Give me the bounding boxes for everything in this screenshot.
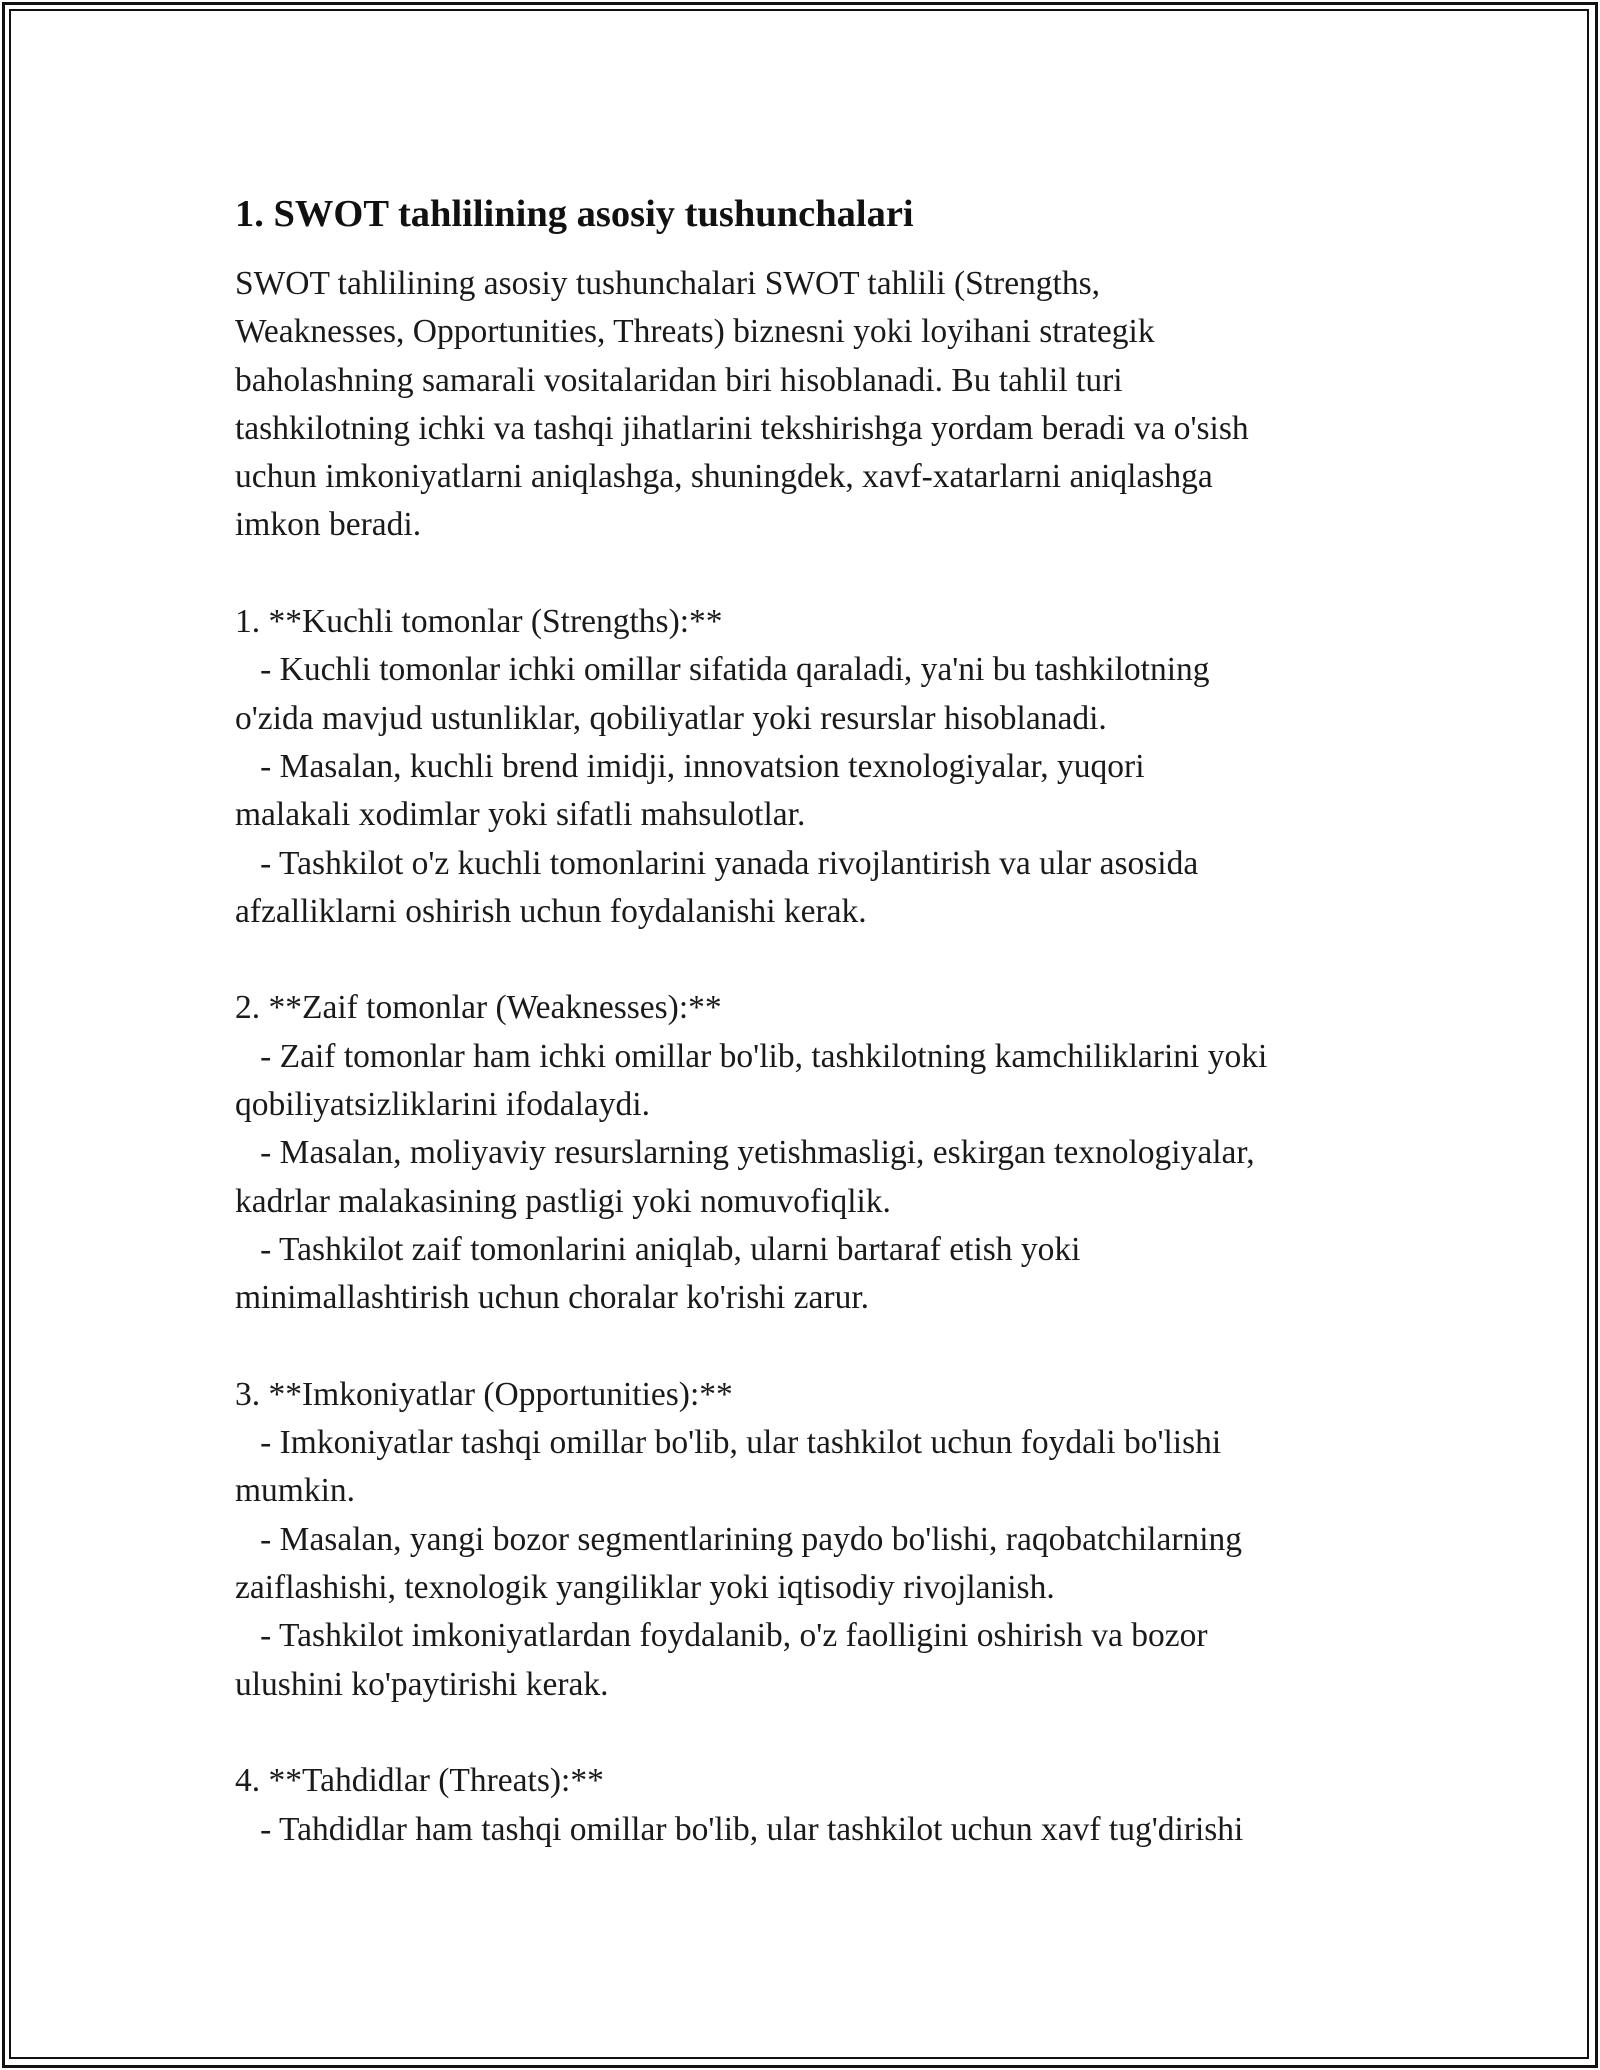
- text-line: tashkilotning ichki va tashqi jihatlarini tekshirishga yordam beradi va o'sish: [235, 409, 1249, 447]
- text-line: - Zaif tomonlar ham ichki omillar bo'lib, tashkilotning kamchiliklarini yoki: [235, 1037, 1268, 1075]
- text-line: 1. **Kuchli tomonlar (Strengths):**: [235, 603, 723, 641]
- text-line: 3. **Imkoniyatlar (Opportunities):**: [235, 1375, 733, 1413]
- document-content: [235, 188, 1385, 1854]
- text-line: kadrlar malakasining pastligi yoki nomuvofiqlik.: [235, 1182, 891, 1220]
- text-line: Weaknesses, Opportunities, Threats) biznesni yoki loyihani strategik: [235, 313, 1155, 351]
- text-line: [235, 1709, 1385, 1757]
- text-line: - Kuchli tomonlar ichki omillar sifatida qaraladi, ya'ni bu tashkilotning: [235, 651, 1210, 689]
- text-line: - Tahdidlar ham tashqi omillar bo'lib, ular tashkilot uchun xavf tug'dirishi: [235, 1810, 1244, 1848]
- text-line: qobiliyatsizliklarini ifodalaydi.: [235, 1086, 650, 1124]
- text-line: [235, 1323, 1385, 1371]
- text-line: [235, 550, 1385, 598]
- text-line: - Tashkilot o'z kuchli tomonlarini yanada rivojlantirish va ular asosida: [235, 844, 1199, 882]
- text-line: - Tashkilot zaif tomonlarini aniqlab, ularni bartaraf etish yoki: [235, 1230, 1081, 1268]
- text-line: imkon beradi.: [235, 506, 422, 544]
- text-line: baholashning samarali vositalaridan biri hisoblanadi. Bu tahlil turi: [235, 361, 1123, 399]
- text-line: SWOT tahlilining asosiy tushunchalari SWOT tahlili (Strengths,: [235, 265, 1101, 302]
- text-line: minimallashtirish uchun choralar ko'rishi zarur.: [235, 1279, 869, 1317]
- document-body: [235, 260, 1385, 1854]
- text-line: 2. **Zaif tomonlar (Weaknesses):**: [235, 989, 722, 1027]
- text-line: mumkin.: [235, 1472, 356, 1510]
- text-line: o'zida mavjud ustunliklar, qobiliyatlar yoki resurslar hisoblanadi.: [235, 699, 1107, 737]
- text-line: - Masalan, kuchli brend imidji, innovatsion texnologiyalar, yuqori: [235, 747, 1145, 785]
- text-line: - Masalan, moliyaviy resurslarning yetishmasligi, eskirgan texnologiyalar,: [235, 1134, 1255, 1172]
- section-heading: 1. SWOT tahlilining asosiy tushunchalari: [235, 193, 914, 235]
- text-line: afzalliklarni oshirish uchun foydalanishi kerak.: [235, 892, 867, 930]
- text-line: [235, 936, 1385, 984]
- text-line: - Imkoniyatlar tashqi omillar bo'lib, ular tashkilot uchun foydali bo'lishi: [235, 1424, 1222, 1462]
- text-line: zaiflashishi, texnologik yangiliklar yoki iqtisodiy rivojlanish.: [235, 1569, 1055, 1607]
- text-line: uchun imkoniyatlarni aniqlashga, shuningdek, xavf-xatarlarni aniqlashga: [235, 458, 1213, 496]
- text-line: 4. **Tahdidlar (Threats):**: [235, 1762, 604, 1800]
- text-line: ulushini ko'paytirishi kerak.: [235, 1665, 609, 1703]
- text-line: malakali xodimlar yoki sifatli mahsulotlar.: [235, 796, 806, 834]
- text-line: - Tashkilot imkoniyatlardan foydalanib, o'z faolligini oshirish va bozor: [235, 1617, 1208, 1655]
- text-line: - Masalan, yangi bozor segmentlarining paydo bo'lishi, raqobatchilarning: [235, 1520, 1243, 1558]
